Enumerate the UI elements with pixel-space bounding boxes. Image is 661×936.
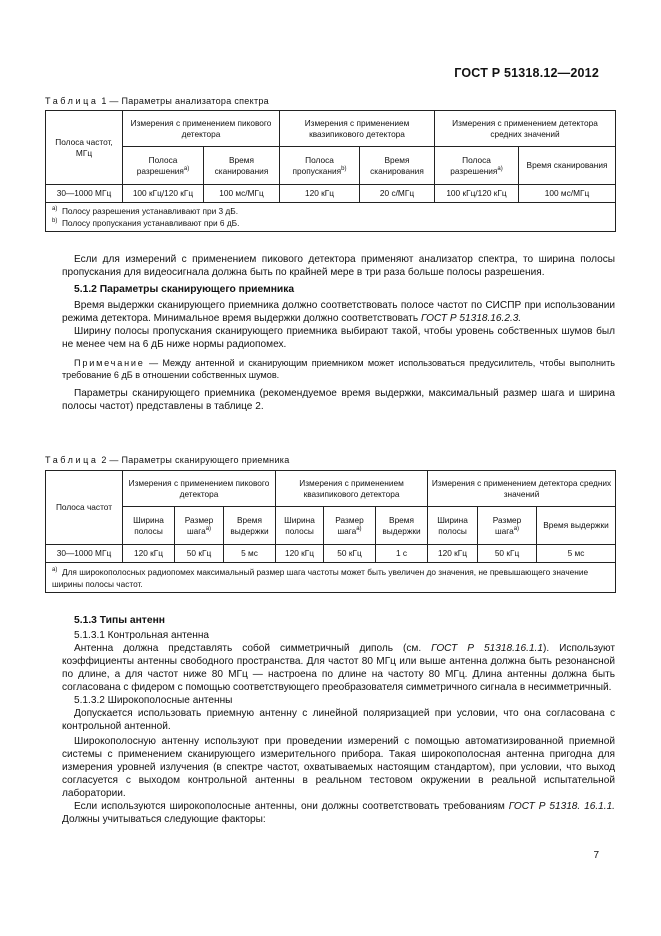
paragraph: Допускается использовать приемную антенну с линейной поляризацией при условии, что она согласована с контрольной антенной. [62,708,615,732]
table2-caption-text: 2 — Параметры сканирующего приемника [101,455,290,465]
table1-subhead: Полоса разрешения$^{а)}$ [435,147,519,185]
table1-group-average: Измерения с применением детектора средних значений [435,111,616,147]
table2-row-header: Полоса частот [46,471,123,545]
table1-subhead: Полоса пропускания$^{b)}$ [280,147,360,185]
section-heading-5-1-2: 5.1.2 Параметры сканирующего приемника [74,284,295,295]
page-number: 7 [593,850,599,861]
table2 [45,470,616,593]
table2-cell: 50 кГц [324,545,376,563]
table1-subhead: Время сканирования [360,147,435,185]
table1-group-quasipeak: Измерения с применением квазипикового детектора [280,111,435,147]
table2-subhead: Размер шага$^{а)}$ [324,507,376,545]
note-paragraph: Примечание — Между антенной и сканирующим приемником может использоваться предусилитель, чтобы выполнить требование 6 дБ в отношении собственных шумов. [62,358,615,380]
table2-cell: 5 мс [537,545,616,563]
table2-subhead: Размер шага$^{а)}$ [175,507,224,545]
table-row [46,545,616,563]
note-label: Примечание [74,358,145,368]
table1-caption-word: Таблица [45,96,99,106]
table1-cell: 100 кГц/120 кГц [435,185,519,203]
table2-subhead: Ширина полосы [428,507,478,545]
subsection-heading-5-1-3-1: 5.1.3.1 Контрольная антенна [74,630,210,641]
subsection-heading-5-1-3-2: 5.1.3.2 Широкополосные антенны [74,695,233,706]
paragraph: Ширину полосы пропускания сканирующего приемника выбирают такой, чтобы уровень собственных шумов был не менее чем на 6 дБ ниже нормы радиопомех. [62,326,615,350]
table1-note-b: $^{b)}$ Полосу пропускания устанавливают при 6 дБ. [52,218,240,229]
table1-cell: 100 кГц/120 кГц [123,185,204,203]
table2-subhead: Время выдержки [224,507,276,545]
table2-subhead: Размер шага$^{а)}$ [478,507,537,545]
paragraph: Антенна должна представлять собой симметричный диполь (см. ГОСТ Р 51318.16.1.1). Используют коэффициенты антенны свободного пространства. Для частот 80 МГц или выше антенна должна быть резонансной по длине, а для частот ниже 80 МГц — настроена по длине на частоту 80 МГц. Длина антенны должна быть согласована с фидером с помощью соответствующего преобразователя симметричного сигнала в несимметричный. [62,643,615,693]
paragraph: Если для измерений с применением пикового детектора применяют анализатор спектра, то ширина полосы пропускания для видеосигнала должна быть по крайней мере в три раза больше полосы разрешения. [62,254,615,278]
table2-cell: 50 кГц [478,545,537,563]
table2-subhead: Время выдержки [376,507,428,545]
paragraph: Время выдержки сканирующего приемника должно соответствовать полосе частот по СИСПР при использовании режима детектора. Минимальное время выдержки должно соответствовать ГОСТ Р 51318.16.2.3. [62,300,615,324]
table1-subhead: Время сканирования [204,147,280,185]
table1 [45,110,616,232]
table1-cell: 30—1000 МГц [46,185,123,203]
table2-group-average: Измерения с применением детектора средних значений [428,471,616,507]
section-heading-5-1-3: 5.1.3 Типы антенн [74,615,166,626]
text-block-2 [62,614,615,826]
table1-caption-text: 1 — Параметры анализатора спектра [101,96,269,106]
table2-cell: 30—1000 МГц [46,545,123,563]
table2-cell: 1 с [376,545,428,563]
standard-reference: ГОСТ Р 51318.16.2.3. [420,313,522,324]
table2-note: $^{а)}$ Для широкополосных радиопомех максимальный размер шага частоты может быть увеличен до значения, не превышающего значение ширины полосы частот. [46,563,616,593]
paragraph: Если используются широкополосные антенны, они должны соответствовать требованиям ГОСТ Р 51318. 16.1.1. Должны учитываться следующие факторы: [62,801,615,825]
table2-cell: 5 мс [224,545,276,563]
table2-caption-word: Таблица [45,455,99,465]
table2-subhead: Время выдержки [537,507,616,545]
table1-row-header: Полоса частот, МГц [46,111,123,185]
table1-cell: 100 мс/МГц [519,185,616,203]
table1-note-a: $^{а)}$ Полосу разрешения устанавливают при 3 дБ. [52,206,239,216]
table2-cell: 120 кГц [123,545,175,563]
table1-notes [46,203,616,232]
table2-cell: 120 кГц [428,545,478,563]
table1-caption [45,96,269,106]
table2-cell: 120 кГц [276,545,324,563]
table2-cell: 50 кГц [175,545,224,563]
table2-subhead: Ширина полосы [276,507,324,545]
table1-cell: 100 мс/МГц [204,185,280,203]
table1-cell: 20 с/МГц [360,185,435,203]
table1-cell: 120 кГц [280,185,360,203]
text-block-1 [62,253,615,413]
standard-reference: ГОСТ Р 51318.16.1.1 [431,643,543,654]
paragraph: Параметры сканирующего приемника (рекомендуемое время выдержки, максимальный размер шага и ширина полосы частот) представлены в таблице 2. [62,388,615,412]
table1-group-peak: Измерения с применением пикового детектора [123,111,280,147]
table2-caption [45,455,290,465]
standard-reference: ГОСТ Р 51318. 16.1.1. [508,801,615,812]
table2-group-quasipeak: Измерения с применением квазипикового детектора [276,471,428,507]
table1-subhead: Полоса разрешения$^{а)}$ [123,147,204,185]
table1-subhead: Время сканирования [519,147,616,185]
paragraph: Широкополосную антенну используют при проведении измерений с помощью автоматизированной приемной системы с применением сканирующего измерительного прибора. Такая широкополосная антенна пригодна для измерения уровней излучения (в спектре частот, охватываемых настоящим стандартом), при условии, что выход согласуется с выходом контрольной антенны в реальном тестовом окружении в реальной испытательной лаборатории. [62,736,615,799]
document-id-header: ГОСТ Р 51318.12—2012 [454,66,599,80]
table-row [46,185,616,203]
table2-subhead: Ширина полосы [123,507,175,545]
table2-group-peak: Измерения с применением пикового детектора [123,471,276,507]
